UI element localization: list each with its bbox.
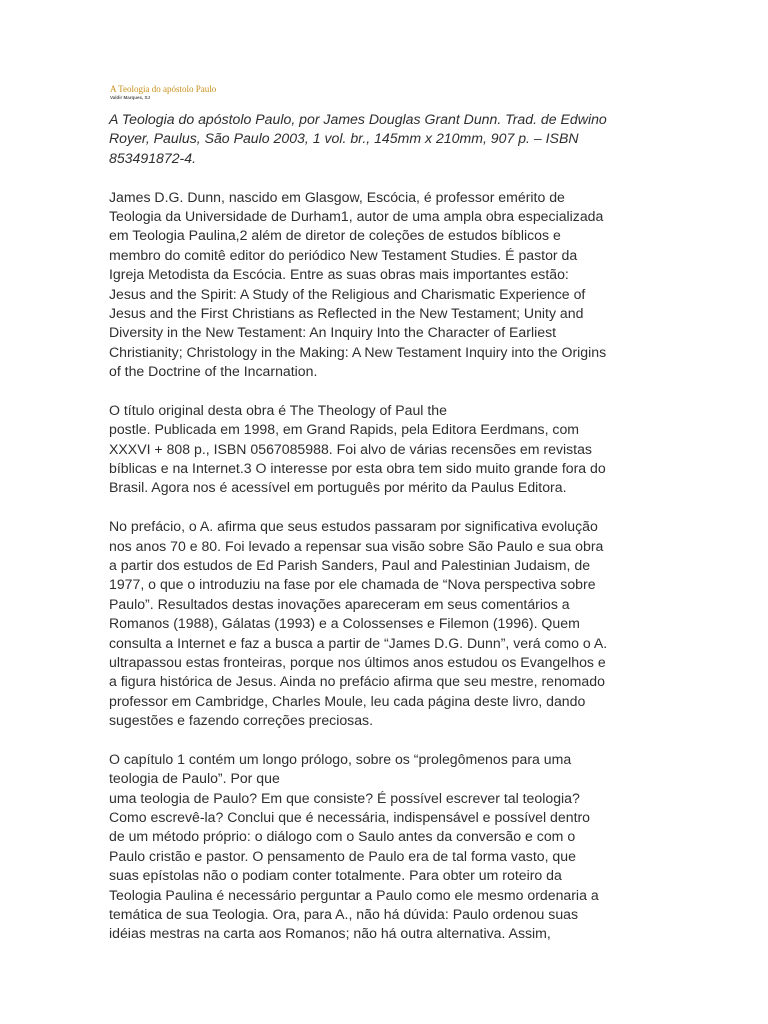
text-line: A Teologia do apóstolo Paulo, por James Douglas Grant Dunn. Trad. de Edwino [109,111,607,127]
text-line: teologia de Paulo”. Por que [109,770,280,787]
text-line: Teologia da Universidade de Durham1, autor de uma ampla obra especializada [109,207,604,224]
text-line: Romanos (1988), Gálatas (1993) e a Colossenses e Filemon (1996). Quem [109,615,580,632]
paragraph-original-title [109,401,665,498]
text-line: No prefácio, o A. afirma que seus estudos passaram por significativa evolução [109,518,598,535]
text-line: a partir dos estudos de Ed Parish Sanders, Paul and Palestinian Judaism, de [109,556,591,573]
text-line: Paulo cristão e pastor. O pensamento de Paulo era de tal forma vasto, que [109,847,576,864]
text-line: a figura histórica de Jesus. Ainda no prefácio afirma que seu mestre, renomado [109,673,605,690]
text-line: professor em Cambridge, Charles Moule, leu cada página deste livro, dando [109,692,586,709]
paragraph-author-bio [109,188,665,382]
text-line: suas epístolas não o podiam conter totalmente. Para obter um roteiro da [109,867,562,884]
text-line: James D.G. Dunn, nascido em Glasgow, Escócia, é professor emérito de [109,188,565,205]
text-line: XXXVI + 808 p., ISBN 0567085988. Foi alvo de várias recensões em revistas [109,440,592,457]
text-line: 853491872-4. [109,149,196,166]
text-line: Como escrevê-la? Conclui que é necessária, indispensável e possível dentro [109,809,591,826]
text-line: de um método próprio: o diálogo com o Saulo antes da conversão e com o [109,828,576,845]
text-line: nos anos 70 e 80. Foi levado a repensar sua visão sobre São Paulo e sua obra [109,537,604,554]
document-body [109,110,665,944]
text-line: em Teologia Paulina,2 além de diretor de coleções de estudos bíblicos e [109,227,561,244]
book-reference [109,110,665,168]
text-line: Teologia Paulina é necessário perguntar a Paulo como ele mesmo ordenaria a [109,886,599,903]
text-line: Diversity in the New Testament: An Inquiry Into the Character of Earliest [109,324,557,341]
text-line: 1977, o que o introduziu na fase por ele chamada de “Nova perspectiva sobre [109,576,596,593]
text-line: Paulo”. Resultados destas inovações apareceram em seus comentários a [109,595,570,612]
text-line: Brasil. Agora nos é acessível em português por mérito da Paulus Editora. [109,479,567,496]
text-line: temática de sua Teologia. Ora, para A., não há dúvida: Paulo ordenou suas [109,906,579,923]
text-line: bíblicas e na Internet.3 O interesse por esta obra tem sido muito grande fora do [109,460,606,477]
text-line: uma teologia de Paulo? Em que consiste? É possível escrever tal teologia? [109,789,580,806]
text-line: sugestões e fazendo correções preciosas. [109,712,374,729]
text-line: ultrapassou estas fronteiras, porque nos últimos anos estudou os Evangelhos e [109,653,606,670]
text-line: Igreja Metodista da Escócia. Entre as suas obras mais importantes estão: [109,266,569,283]
text-line: idéias mestras na carta aos Romanos; não há outra alternativa. Assim, [109,925,551,942]
text-line: postle. Publicada em 1998, em Grand Rapids, pela Editora Eerdmans, com [109,421,580,438]
text-line: O título original desta obra é The Theology of Paul the [109,401,447,418]
paragraph-preface [109,517,665,730]
paragraph-chapter-one [109,750,665,944]
text-line: consulta a Internet e faz a busca a partir de “James D.G. Dunn”, verá como o A. [109,634,608,651]
text-line: membro do comitê editor do periódico New Testament Studies. É pastor da [109,246,578,263]
text-line: Jesus and the Spirit: A Study of the Religious and Charismatic Experience of [109,285,586,302]
text-line: of the Doctrine of the Incarnation. [109,363,318,380]
text-line: O capítulo 1 contém um longo prólogo, sobre os “prolegômenos para uma [109,750,572,767]
document-author: Valdir Marques, SJ [110,95,151,100]
text-line: Jesus and the First Christians as Reflected in the New Testament; Unity and [109,304,584,321]
text-line: Royer, Paulus, São Paulo 2003, 1 vol. br., 145mm x 210mm, 907 p. – ISBN [109,130,579,147]
text-line: Christianity; Christology in the Making: A New Testament Inquiry into the Origins [109,343,607,360]
document-title: A Teologia do apóstolo Paulo [110,84,217,94]
